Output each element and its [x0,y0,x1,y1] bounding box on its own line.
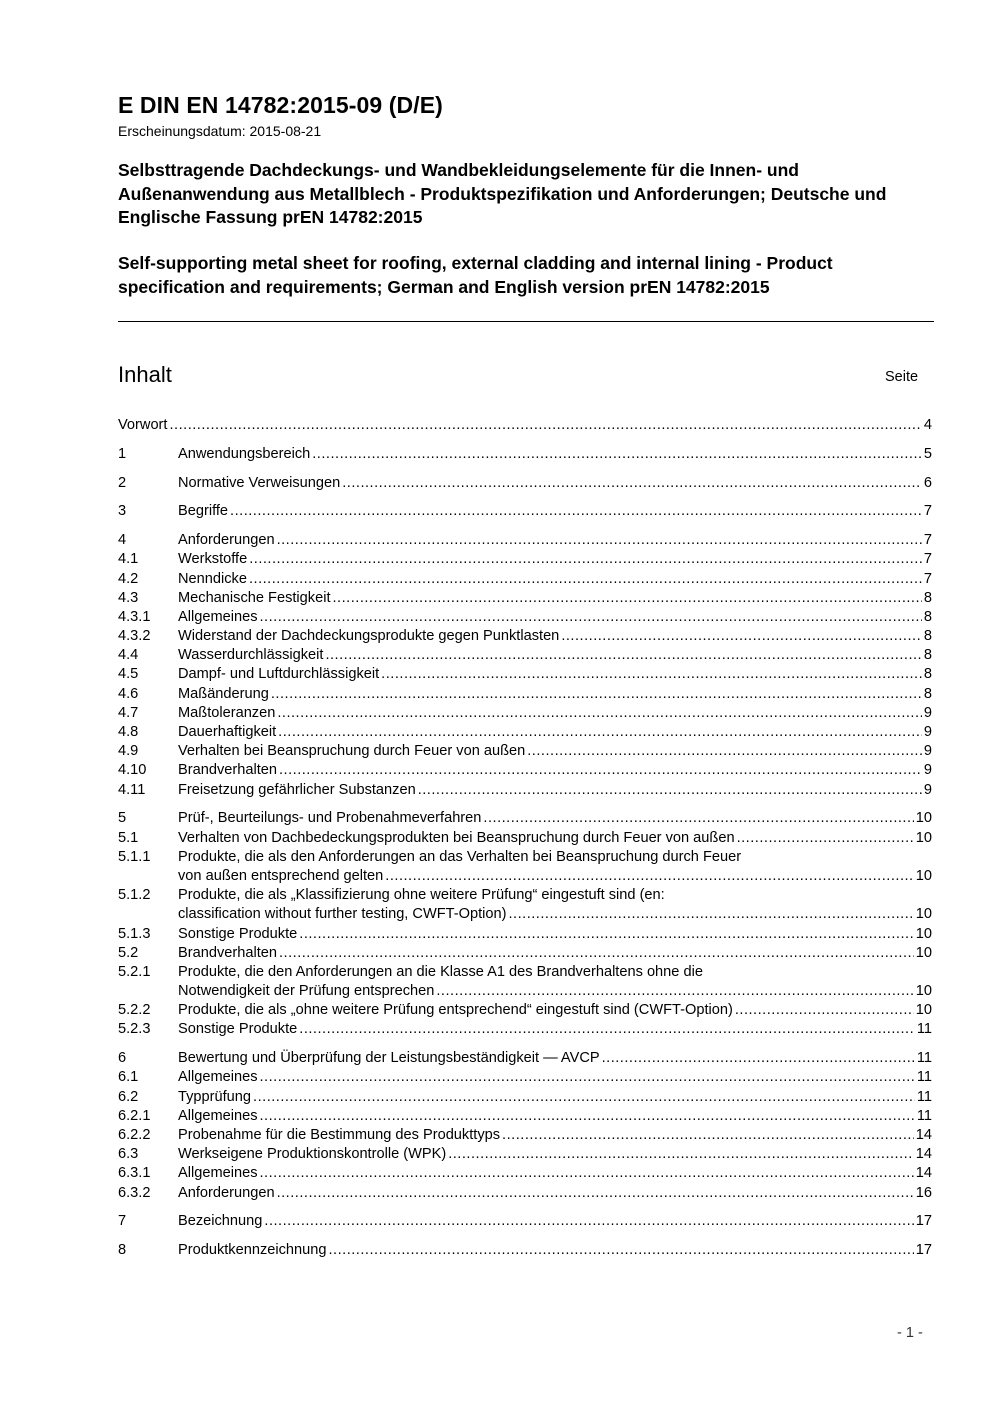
document-id: E DIN EN 14782:2015-09 (D/E) [118,92,443,118]
toc-entry-page: 9 [923,724,932,740]
toc-entry-page: 7 [923,551,932,568]
toc-entry-title: Werkstoffe [178,551,248,568]
toc-entry-title: Nenndicke [178,570,247,587]
toc-entry[interactable] [118,416,932,435]
toc-entry-number: 4.3 [118,589,139,606]
toc-entry-page: 10 [915,829,932,846]
toc-entry-number: 5.2.1 [118,963,151,980]
toc-entry-page: 7 [923,570,932,587]
toc-entry[interactable] [118,1241,932,1260]
toc-entry-page: 10 [915,810,932,827]
toc-entry[interactable] [118,685,932,704]
toc-dot-leader [277,704,922,723]
toc-entry[interactable] [118,1107,932,1126]
toc-entry-number: 4.3.1 [118,608,151,625]
toc-entry[interactable] [118,531,932,550]
toc-entry[interactable] [118,502,932,521]
toc-entry-number: 4.6 [118,685,139,702]
toc-entry-page: 6 [923,474,932,491]
toc-dot-leader [527,742,922,761]
toc-entry-number: 5.1.1 [118,848,151,865]
toc-entry-title: Produkte, die als den Anforderungen an das Verhalten bei Beanspruchung durch Feuer [178,848,742,865]
toc-entry[interactable] [118,627,932,646]
toc-entry-title: Bezeichnung [178,1213,263,1230]
toc-dot-leader [381,665,922,684]
toc-entry-title: Normative Verweisungen [178,474,341,491]
toc-entry-number: 5 [118,810,127,827]
toc-entry[interactable] [118,829,932,848]
toc-entry[interactable] [118,925,932,944]
toc-dot-leader [169,416,921,435]
toc-entry-title: Typprüfung [178,1088,252,1105]
toc-entry[interactable] [118,1020,932,1039]
toc-entry-number: 8 [118,1242,127,1259]
toc-entry-number: 4.8 [118,724,139,740]
toc-entry-title: Allgemeines [178,1069,258,1086]
toc-entry[interactable] [118,761,932,780]
toc-entry[interactable] [118,1145,932,1164]
toc-entry-title: Sonstige Produkte [178,925,298,942]
title-english: Self-supporting metal sheet for roofing, external cladding and internal lining - Product specification and requirements; German and English version prEN 14782:2015 [118,253,833,297]
toc-entry-number: 2 [118,474,127,491]
toc-entry-number: 5.1.3 [118,925,151,942]
toc-entry-title: Produktkennzeichnung [178,1242,327,1259]
toc-entry-title: Anwendungsbereich [178,445,311,462]
toc-entry-title: Anforderungen [178,1184,275,1201]
toc-entry-page: 9 [923,781,932,798]
toc-entry-page: 11 [916,1069,932,1086]
toc-entry-number: 4.3.2 [118,628,151,645]
title-german: Selbsttragende Dachdeckungs- und Wandbekleidungselemente für die Innen- und Außenanwendung aus Metallblech - Produktspezifikation und Anforderungen; Deutsche und Englische Fassung prEN 14782:2015 [118,160,887,227]
toc-entry-number: 5.1 [118,829,139,846]
toc-dot-leader [502,1126,914,1145]
toc-entry-page: 8 [923,589,932,606]
toc-entry-title-continued: Notwendigkeit der Prüfung entsprechen [178,983,435,1000]
toc-dot-leader [279,944,914,963]
toc-entry-number: 5.2.3 [118,1021,151,1038]
toc-entry-number: 4.11 [118,781,146,798]
toc-entry[interactable] [118,608,932,627]
toc-dot-leader [299,925,914,944]
toc-entry-page: 8 [923,628,932,645]
title-divider [118,321,934,322]
toc-entry-number: 4.1 [118,551,139,568]
toc-entry[interactable] [118,1126,932,1145]
toc-dot-leader [385,867,913,886]
toc-dot-leader [508,905,913,924]
toc-dot-leader [333,589,922,608]
toc-entry[interactable] [118,781,932,800]
toc-entry-page: 16 [915,1184,932,1201]
table-of-contents [118,416,932,1260]
toc-entry[interactable] [118,848,932,886]
toc-dot-leader [277,1184,914,1203]
toc-entry-page: 17 [915,1242,932,1259]
toc-entry-title: Produkte, die den Anforderungen an die Klasse A1 des Brandverhaltens ohne die [178,963,703,980]
toc-dot-leader [561,627,922,646]
toc-entry-page: 9 [923,704,932,721]
toc-entry[interactable] [118,742,932,761]
toc-dot-leader [253,1088,915,1107]
toc-entry-title: Begriffe [178,503,229,520]
page-number: - 1 - [897,1325,923,1341]
toc-entry[interactable] [118,1049,932,1068]
toc-entry-title: Anforderungen [178,532,275,549]
toc-entry[interactable] [118,704,932,723]
toc-entry-page: 8 [923,608,932,625]
toc-entry-number: 6.1 [118,1069,139,1086]
toc-entry-page: 10 [915,944,932,961]
toc-dot-leader [418,781,922,800]
toc-dot-leader [737,829,914,848]
toc-dot-leader [260,1164,914,1183]
toc-dot-leader [328,1241,913,1260]
toc-dot-leader [735,1001,914,1020]
toc-entry-number: 4.2 [118,570,139,587]
toc-entry-page: 7 [923,532,932,549]
toc-entry-number: 4.9 [118,743,139,760]
toc-entry-title: Maßänderung [178,685,269,702]
toc-entry-number: 1 [118,445,127,462]
toc-entry-number: 4.10 [118,762,147,779]
toc-entry-number: 4.7 [118,704,139,721]
toc-page-label: Seite [885,369,919,385]
toc-dot-leader [299,1020,915,1039]
toc-entry-number: 4.4 [118,647,139,664]
toc-entry[interactable] [118,886,932,924]
toc-dot-leader [436,982,913,1001]
toc-entry-page: 14 [915,1165,932,1182]
toc-dot-leader [260,1068,915,1087]
toc-entry[interactable] [118,1212,932,1231]
toc-dot-leader [277,531,922,550]
toc-dot-leader [325,646,921,665]
toc-dot-leader [312,445,922,464]
toc-dot-leader [271,685,922,704]
toc-entry-page: 8 [923,666,932,683]
toc-entry-page: 10 [915,867,932,884]
toc-entry-title: Probenahme für die Bestimmung des Produkttyps [178,1126,501,1143]
toc-entry-page: 17 [915,1213,932,1230]
toc-entry-title: Brandverhalten [178,762,277,779]
toc-entry-page: 11 [916,1050,932,1067]
toc-entry-title: Allgemeines [178,608,258,625]
toc-entry-page: 10 [915,1002,932,1019]
toc-entry-number: 4.5 [118,666,139,683]
toc-entry-page: 4 [923,417,932,433]
toc-entry-title: Wasserdurchlässigkeit [178,647,324,664]
toc-entry-page: 11 [916,1021,932,1038]
toc-entry-number: 4 [118,532,127,549]
toc-entry-number: 5.2.2 [118,1002,151,1019]
toc-entry[interactable] [118,1068,932,1087]
toc-entry[interactable] [118,963,932,1001]
toc-entry-title: Sonstige Produkte [178,1021,298,1038]
toc-entry-page: 14 [915,1126,932,1143]
toc-entry-number: 6.3 [118,1146,139,1163]
toc-dot-leader [342,474,922,493]
toc-entry-title-continued: von außen entsprechend gelten [178,867,384,884]
toc-entry-page: 10 [915,906,932,923]
toc-entry-number: 5.1.2 [118,887,151,904]
toc-entry-page: 8 [923,685,932,702]
toc-entry-title: Prüf-, Beurteilungs- und Probenahmeverfahren [178,810,482,827]
toc-heading: Inhalt [118,362,172,387]
toc-entry-title: Allgemeines [178,1107,258,1124]
toc-entry[interactable] [118,1184,932,1203]
toc-dot-leader [483,809,913,828]
toc-entry[interactable] [118,809,932,828]
toc-entry-number: 6.3.1 [118,1165,151,1182]
toc-entry[interactable] [118,723,932,742]
toc-entry-title: Werkseigene Produktionskontrolle (WPK) [178,1146,447,1163]
toc-entry-title-continued: classification without further testing, CWFT-Option) [178,906,507,923]
toc-entry[interactable] [118,1001,932,1020]
toc-entry[interactable] [118,570,932,589]
toc-entry-title: Mechanische Festigkeit [178,589,331,606]
toc-entry-title: Maßtoleranzen [178,704,276,721]
toc-dot-leader [278,723,922,742]
toc-dot-leader [602,1049,915,1068]
toc-entry-title: Allgemeines [178,1165,258,1182]
toc-entry[interactable] [118,1164,932,1183]
toc-entry-number: 3 [118,503,127,520]
toc-entry-title: Verhalten von Dachbedeckungsprodukten bei Beanspruchung durch Feuer von außen [178,829,735,846]
toc-dot-leader [260,608,922,627]
toc-entry-page: 7 [923,503,932,520]
toc-entry[interactable] [118,944,932,963]
toc-entry[interactable] [118,1088,932,1107]
toc-entry-title: Bewertung und Überprüfung der Leistungsbeständigkeit — AVCP [178,1050,600,1067]
toc-entry-page: 5 [923,445,932,462]
publication-date: Erscheinungsdatum: 2015-08-21 [118,123,322,139]
toc-entry-number: 6 [118,1050,127,1067]
toc-entry[interactable] [118,589,932,608]
toc-entry-number: 6.2.1 [118,1107,151,1124]
toc-entry-title: Dauerhaftigkeit [178,724,277,740]
toc-entry-title: Freisetzung gefährlicher Substanzen [178,781,416,798]
toc-entry-number: 6.3.2 [118,1184,151,1201]
toc-entry[interactable] [118,445,932,464]
toc-dot-leader [230,502,922,521]
toc-entry-page: 9 [923,762,932,779]
toc-entry-number: 6.2.2 [118,1126,151,1143]
toc-entry[interactable] [118,646,932,665]
toc-entry-page: 9 [923,743,932,760]
toc-dot-leader [249,570,922,589]
toc-entry[interactable] [118,665,932,684]
toc-entry-page: 11 [916,1088,932,1105]
toc-dot-leader [249,550,922,569]
toc-dot-leader [260,1107,915,1126]
toc-entry-page: 14 [915,1146,932,1163]
toc-entry-title: Vorwort [118,417,168,433]
toc-entry-page: 11 [916,1107,932,1124]
toc-entry-title: Widerstand der Dachdeckungsprodukte gegen Punktlasten [178,628,560,645]
toc-entry[interactable] [118,550,932,569]
toc-entry-page: 10 [915,925,932,942]
toc-entry-title: Verhalten bei Beanspruchung durch Feuer von außen [178,743,526,760]
toc-entry-page: 8 [923,647,932,664]
toc-entry-title: Brandverhalten [178,944,277,961]
toc-entry-title: Produkte, die als „Klassifizierung ohne weitere Prüfung“ eingestuft sind (en: [178,887,665,904]
toc-entry-number: 6.2 [118,1088,139,1105]
toc-entry-number: 5.2 [118,944,139,961]
toc-entry-number: 7 [118,1213,127,1230]
toc-dot-leader [448,1145,914,1164]
toc-dot-leader [264,1212,913,1231]
toc-dot-leader [279,761,922,780]
toc-entry-page: 10 [915,983,932,1000]
toc-entry-title: Dampf- und Luftdurchlässigkeit [178,666,380,683]
toc-entry-title: Produkte, die als „ohne weitere Prüfung entsprechend“ eingestuft sind (CWFT-Option) [178,1002,733,1019]
toc-entry[interactable] [118,474,932,493]
